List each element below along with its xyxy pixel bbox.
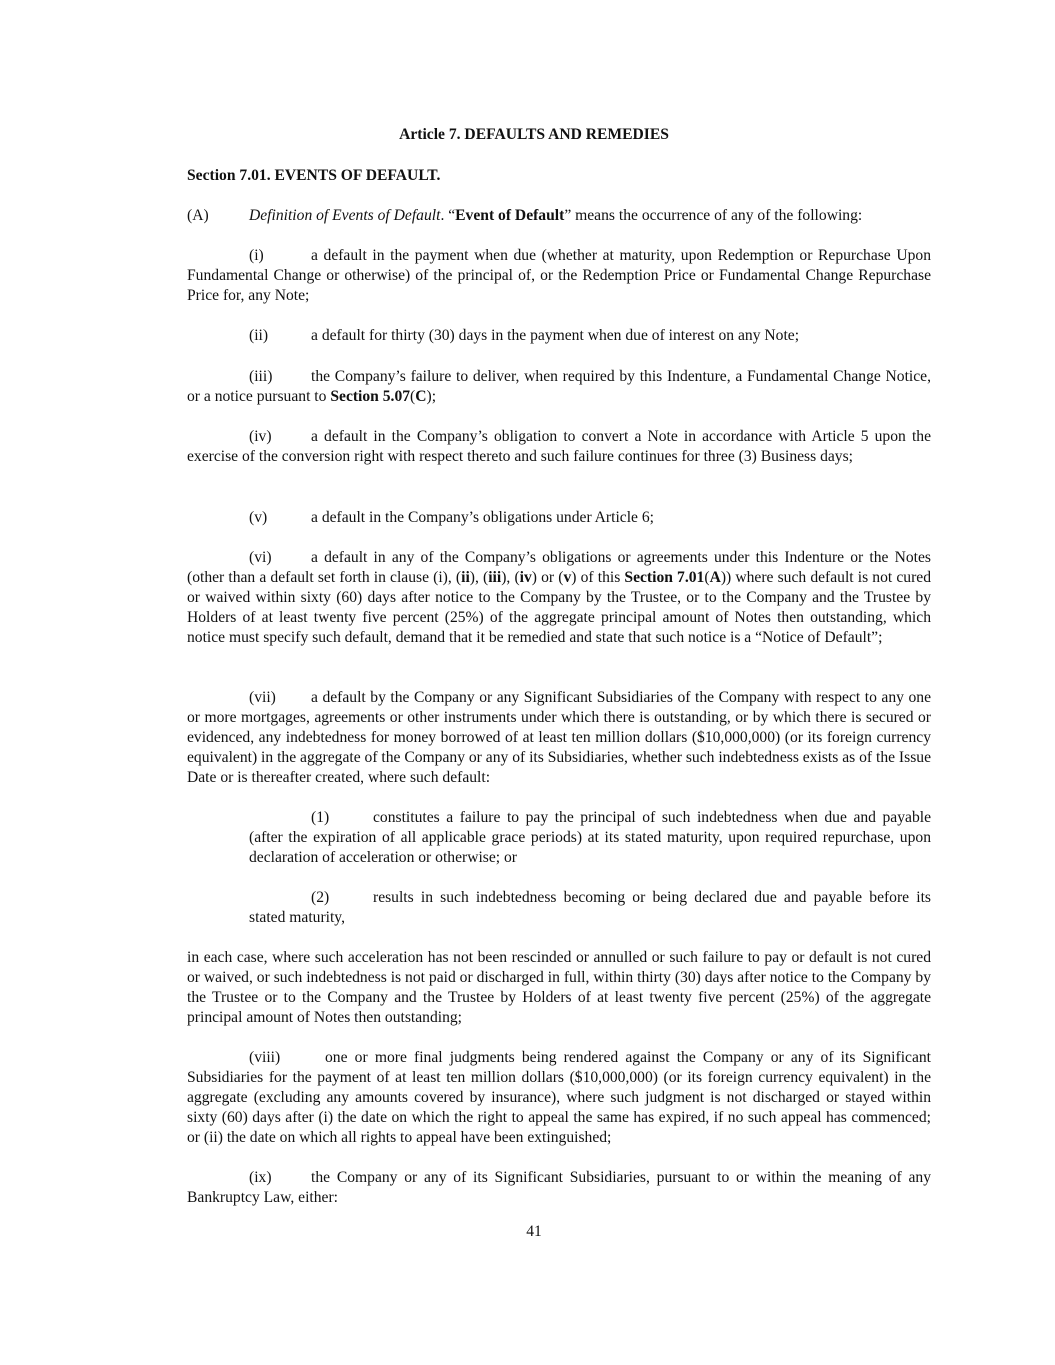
page-number: 41 <box>526 1223 542 1240</box>
clause-text: one or more final judgments being rendered against the Company or any of its Significant Subsidiaries for the payment of at least ten million dollars ($10,000,000) (or its foreign currency equivalent) in the aggregate (excluding any amounts covered by insurance), where such judgment is not discharged or stayed within sixty (60) days after (i) the date on which the right to appeal the same has expired, if no such appeal has commenced; or (ii) the date on which all rights to appeal have been extinguished; <box>187 1049 931 1146</box>
clause-reference: ii <box>461 569 470 586</box>
clause-text: the Company’s failure to deliver, when required by this Indenture, a Fundamental Change Notice, or a notice pursuant to <box>187 368 931 405</box>
text-run: a default in any of the Company’s obligations or agreements under this Indenture or the Notes (other than a default set forth in clause (i), ( <box>187 549 931 586</box>
subclause-number: (1) <box>311 809 330 826</box>
clause-text: the Company or any of its Significant Subsidiaries, pursuant to or within the meaning of any Bankruptcy Law, either: <box>187 1169 931 1206</box>
clause-vi <box>187 548 931 648</box>
section-heading: Section 7.01. EVENTS OF DEFAULT. <box>187 167 441 184</box>
clause-number: (ix) <box>249 1169 272 1186</box>
clause-text: a default in the Company’s obligations under Article 6; <box>311 509 654 526</box>
subclause-1 <box>249 808 931 868</box>
clause-v <box>187 508 931 528</box>
clause-number: (vi) <box>249 549 272 566</box>
defined-term: Event of Default <box>455 207 565 224</box>
text-run: ); <box>426 388 437 405</box>
text-run: ) of this <box>571 569 625 586</box>
clause-number: (v) <box>249 509 268 526</box>
clause-number: (iv) <box>249 428 272 445</box>
text-run: ), ( <box>469 569 489 586</box>
section-reference: A <box>709 569 721 586</box>
clause-ii <box>187 326 931 346</box>
clause-number: (vii) <box>249 689 276 706</box>
paragraph-each-case: in each case, where such acceleration has not been rescinded or annulled or such failure to pay or default is not cured or waived, or such indebtedness is not paid or discharged in full, within thirty (30) days after notice to the Company by the Trustee or to the Company and the Trustee by Holders of at least twenty five percent (25%) of the aggregate principal amount of Notes then outstanding; <box>187 949 931 1026</box>
section-reference: C <box>415 388 427 405</box>
clause-i <box>187 246 931 306</box>
paragraph-number: (A) <box>187 207 209 224</box>
clause-number: (iii) <box>249 368 273 385</box>
clause-text: a default in the Company’s obligation to convert a Note in accordance with Article 5 upon the exercise of the conversion right with respect thereto and such failure continues for three (3) Business days; <box>187 428 931 465</box>
clause-iv <box>187 427 931 467</box>
clause-reference: iii <box>488 569 502 586</box>
text-run: ) or ( <box>531 569 564 586</box>
clause-vii <box>187 688 931 788</box>
clause-number: (i) <box>249 247 264 264</box>
article-heading: Article 7. DEFAULTS AND REMEDIES <box>399 126 669 143</box>
section-reference: Section 5.07 <box>330 388 411 405</box>
clause-reference: v <box>563 569 572 586</box>
definition-term: Definition of Events of Default <box>249 207 441 224</box>
text-run: ), ( <box>501 569 520 586</box>
subclause-number: (2) <box>311 889 330 906</box>
clause-text: a default in the payment when due (whether at maturity, upon Redemption or Repurchase Upon Fundamental Change or otherwise) of the principal of, or the Redemption Price or Fundamental Change Repurchase Price for, any Note; <box>187 247 931 304</box>
section-reference: Section 7.01 <box>624 569 705 586</box>
clause-text: a default for thirty (30) days in the payment when due of interest on any Note; <box>311 327 800 344</box>
text-run: ( <box>410 388 416 405</box>
clause-number: (ii) <box>249 327 269 344</box>
clause-text: a default by the Company or any Significant Subsidiaries of the Company with respect to any one or more mortgages, agreements or other instruments under which there is outstanding, or by which there is secured or evidenced, any indebtedness for money borrowed of at least ten million dollars ($10,000,000) (or its foreign currency equivalent) in the aggregate of the Company or any of its Subsidiaries, whether such indebtedness exists as of the Issue Date or is thereafter created, where such default: <box>187 689 931 786</box>
clause-reference: iv <box>519 569 532 586</box>
text-run: ” means the occurrence of any of the following: <box>564 207 863 224</box>
subclause-text: constitutes a failure to pay the principal of such indebtedness when due and payable (after the expiration of all applicable grace periods) at its stated maturity, upon required repurchase, upon declaration of acceleration or otherwise; or <box>249 809 931 866</box>
text-run: )) where such default is not cured or waived within sixty (60) days after notice to the Company by the Trustee, or to the Company and the Trustee by Holders of at least twenty five percent (25%) of the aggregate principal amount of Notes then outstanding, which notice must specify such default, demand that it be remedied and state that such notice is a “Notice of Default”; <box>187 569 931 646</box>
clause-iii <box>187 367 931 407</box>
text-run: . “ <box>440 207 456 224</box>
clause-ix <box>187 1168 931 1208</box>
subclause-text: results in such indebtedness becoming or being declared due and payable before its stated maturity, <box>249 889 931 926</box>
paragraph-definition <box>187 206 931 226</box>
text-run: ( <box>704 569 710 586</box>
subclause-2 <box>249 888 931 928</box>
clause-viii <box>187 1048 931 1148</box>
clause-number: (viii) <box>249 1049 281 1066</box>
